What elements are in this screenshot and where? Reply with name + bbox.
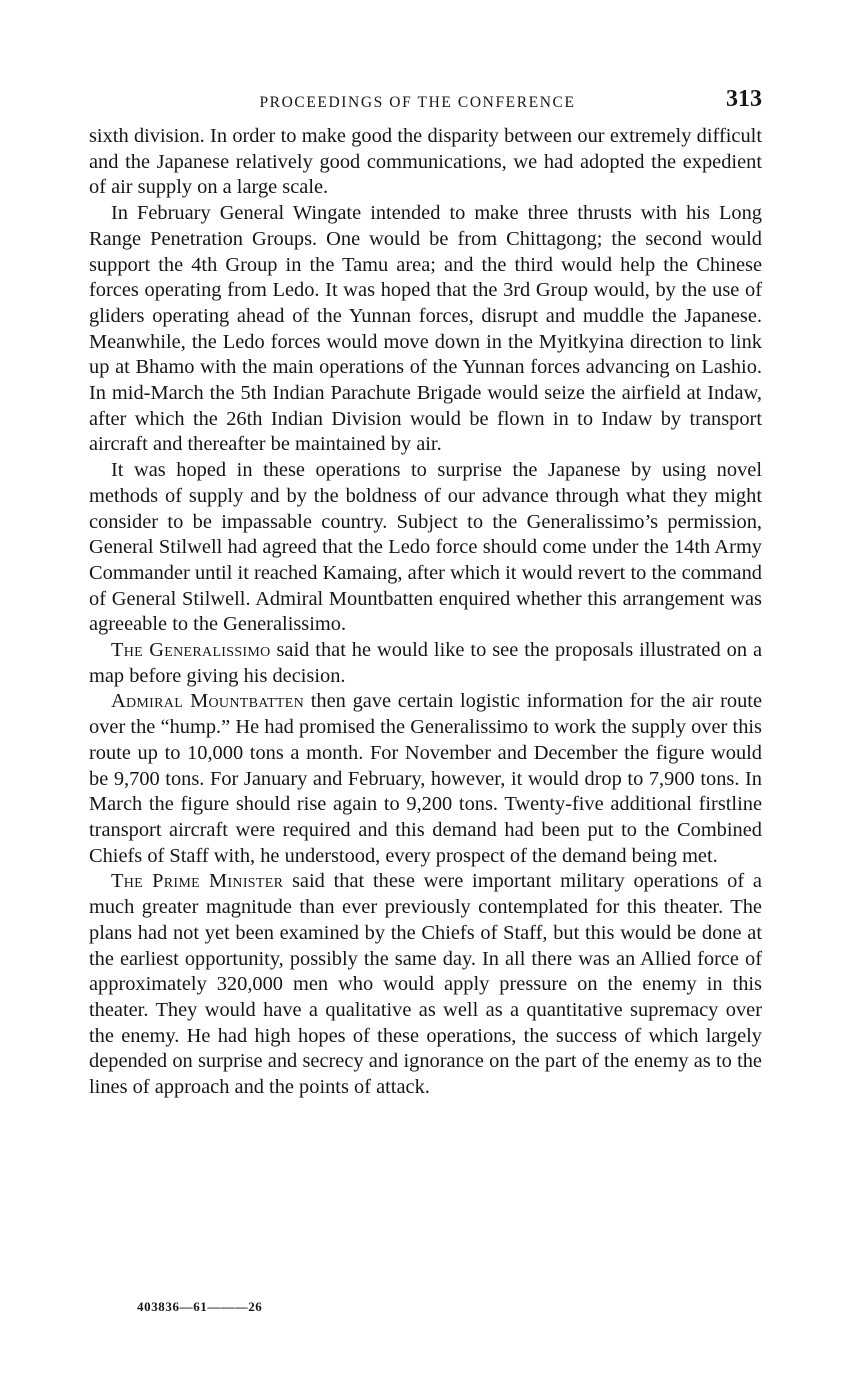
paragraph-text: then gave certain logistic information for the air route over the “hump.” He had promised the Generalissimo to work the supply over this route up to 10,000 tons a month. For November and December the figure would be 9,700 tons. For January and February, however, it would drop to 7,900 tons. In March the figure should rise again to 9,200 tons. Twenty-five additional firstline transport aircraft were required and this demand had been put to the Combined Chiefs of Staff with, he understood, every prospect of the demand being met. xyxy=(89,690,762,867)
speaker-name: Admiral Mountbatten xyxy=(111,690,305,713)
printer-code: 403836—61———26 xyxy=(137,1299,263,1314)
page-number: 313 xyxy=(726,86,762,112)
document-page xyxy=(89,86,762,1101)
paragraph-mountbatten-logistics xyxy=(89,689,762,869)
speaker-name: The Generalissimo xyxy=(111,639,271,662)
running-head xyxy=(89,86,762,120)
paragraph-text: said that he would like to see the proposals illustrated on a map before giving his decision. xyxy=(89,639,762,687)
paragraph-text: said that these were important military operations of a much greater magnitude than ever previously contemplated for this theater. The plans had not yet been examined by the Chiefs of Staff, but this would be done at the earliest opportunity, possibly the same day. In all there was an Allied force of approximately 320,000 men who would apply pressure on the enemy in this theater. They would have a qualitative as well as a quantitative supremacy over the enemy. He had high hopes of these operations, the success of which largely depended on surprise and secrecy and ignorance on the part of the enemy as to the lines of approach and the points of attack. xyxy=(89,870,762,1099)
paragraph-text: It was hoped in these operations to surprise the Japanese by using novel methods of supply and by the boldness of our advance through what they might consider to be impassable country. Subject to the Generalissimo’s permission, General Stilwell had agreed that the Ledo force should come under the 14th Army Commander until it reached Kamaing, after which it would revert to the command of General Stilwell. Admiral Mountbatten enquired whether this arrangement was agreeable to the Generalissimo. xyxy=(89,459,762,636)
paragraph-text: sixth division. In order to make good the disparity between our extremely difficult and the Japanese relatively good communications, we had adopted the expedient of air supply on a large scale. xyxy=(89,125,762,199)
paragraph-text: In February General Wingate intended to make three thrusts with his Long Range Penetration Groups. One would be from Chittagong; the second would support the 4th Group in the Tamu area; and the third would help the Chinese forces operating from Ledo. It was hoped that the 3rd Group would, by the use of gliders operating ahead of the Yunnan forces, disrupt and muddle the Japanese. Meanwhile, the Ledo forces would move down in the Myitkyina direction to link up at Bhamo with the main operations of the Yunnan forces advancing on Lashio. In mid-March the 5th Indian Parachute Brigade would seize the airfield at Indaw, after which the 26th Indian Division would be flown in to Indaw by transport aircraft and thereafter be maintained by air. xyxy=(89,202,762,456)
paragraph-surprise-operations xyxy=(89,458,762,638)
paragraph-generalissimo xyxy=(89,638,762,689)
speaker-name: The Prime Minister xyxy=(111,870,284,893)
paragraph-wingate-plans xyxy=(89,201,762,458)
paragraph-prime-minister xyxy=(89,869,762,1100)
body-text xyxy=(89,124,762,1101)
running-head-title: PROCEEDINGS OF THE CONFERENCE xyxy=(259,94,576,111)
paragraph-continuation xyxy=(89,124,762,201)
